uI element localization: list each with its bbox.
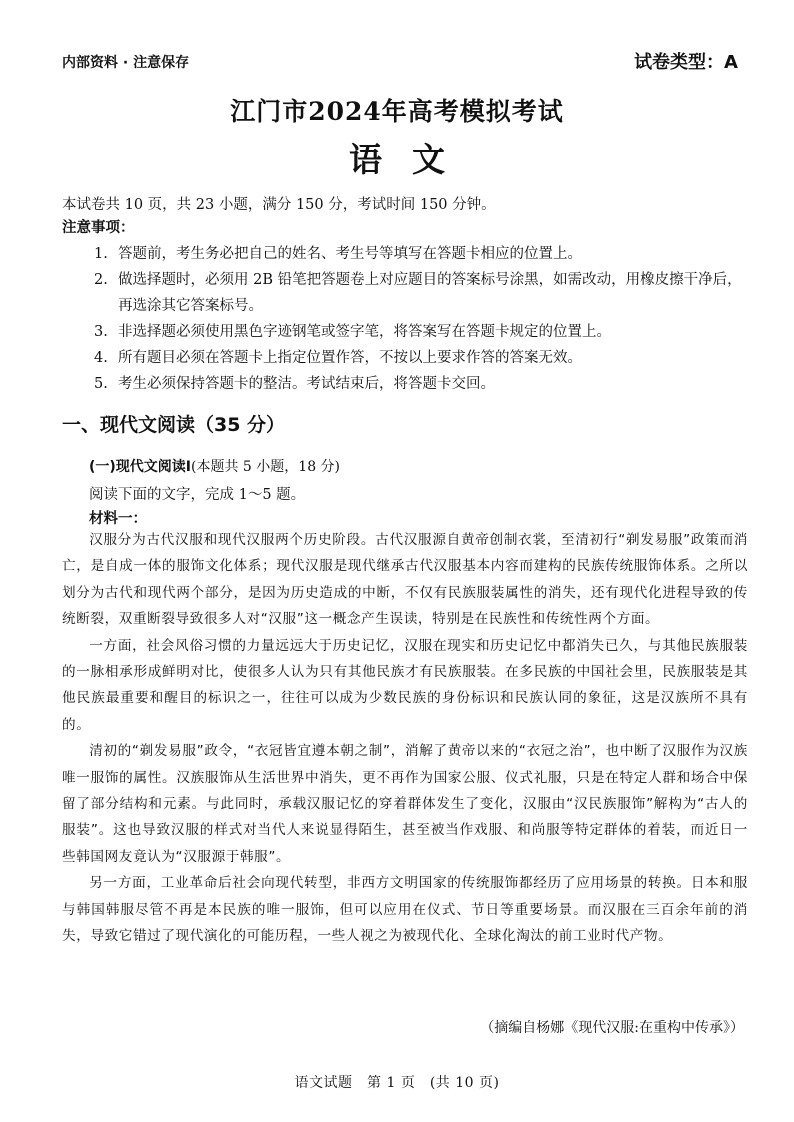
notice-number: 3. <box>94 324 108 340</box>
passage-paragraph: 另一方面，工业革命后社会向现代转型，非西方文明国家的传统服饰都经历了应用场景的转换。日本和服与韩国韩服尽管不再是本民族的唯一服饰，但可以应用在仪式、节日等重要场景。而汉服在三百余年前的消失，导致它错过了现代演化的可能历程，一些人视之为被现代化、全球化淘汰的前工业时代产物。 <box>62 875 748 945</box>
notice-list <box>94 241 754 397</box>
passage-paragraph: 一方面，社会风俗习惯的力量远远大于历史记忆，汉服在现实和历史记忆中都消失已久，与其他民族服装的一脉相承形成鲜明对比，使很多人认为只有其他民族才有民族服装。在多民族的中国社会里，民族服装是其他民族最重要和醒目的标识之一，往往可以成为少数民族的身份标识和民族认同的象征，这是汉族所不具有的。 <box>62 637 748 733</box>
notice-number: 2. <box>94 272 108 288</box>
notice-text: 所有题目必须在答题卡上指定位置作答，不按以上要求作答的答案无效。 <box>118 350 582 366</box>
page-footer: 语文试题 第 1 页 (共 10 页) <box>294 1075 500 1091</box>
notice-item <box>94 241 754 267</box>
sub-section-title <box>89 456 340 476</box>
sub-section-name: (一)现代文阅读Ⅰ <box>89 459 192 475</box>
exam-intro: 本试卷共 10 页，共 23 小题，满分 150 分，考试时间 150 分钟。 <box>62 197 496 213</box>
notice-text: 做选择题时，必须用 2B 铅笔把答题卷上对应题目的答案标号涂黑，如需改动，用橡皮擦干净后，再选涂其它答案标号。 <box>118 272 742 314</box>
passage-source: （摘编自杨娜《现代汉服:在重构中传承》） <box>480 1020 744 1036</box>
sub-section-score: (本题共 5 小题，18 分) <box>191 459 341 475</box>
notice-text: 考生必须保持答题卡的整洁。考试结束后，将答题卡交回。 <box>118 376 495 392</box>
notice-item <box>94 371 754 397</box>
reading-passage <box>62 527 748 950</box>
notice-number: 5. <box>94 376 108 392</box>
notice-text: 答题前，考生务必把自己的姓名、考生号等填写在答题卡相应的位置上。 <box>118 246 582 262</box>
notice-text: 非选择题必须使用黑色字迹钢笔或签字笔，将答案写在答题卡规定的位置上。 <box>118 324 611 340</box>
notice-item <box>94 267 754 319</box>
material-label: 材料一： <box>89 510 147 527</box>
notice-number: 1. <box>94 246 108 262</box>
paper-type: 试卷类型：A <box>634 52 738 73</box>
subject-title: 语文 <box>349 140 475 179</box>
passage-paragraph: 汉服分为古代汉服和现代汉服两个历史阶段。古代汉服源自黄帝创制衣裳，至清初行“剃发易服”政策而消亡，是自成一体的服饰文化体系；现代汉服是现代继承古代汉服基本内容而建构的民族传统服饰体系。之所以划分为古代和现代两个部分，是因为历史造成的中断，不仅有民族服装属性的消失，还有现代化进程导致的传统断裂，双重断裂导致很多人对“汉服”这一概念产生误读，特别是在民族性和传统性两个方面。 <box>62 532 748 628</box>
section-title: 一、现代文阅读（35 分） <box>62 414 286 436</box>
notice-item <box>94 319 754 345</box>
notice-number: 4. <box>94 350 108 366</box>
reading-instruction: 阅读下面的文字，完成 1～5 题。 <box>89 487 306 503</box>
confidential-note: 内部资料 · 注意保存 <box>62 55 190 71</box>
notice-heading: 注意事项： <box>62 220 135 236</box>
passage-paragraph: 清初的“剃发易服”政令，“衣冠皆宜遵本朝之制”，消解了黄帝以来的“衣冠之治”，也中断了汉服作为汉族唯一服饰的属性。汉族服饰从生活世界中消失，更不再作为国家公服、仪式礼服，只是在特定人群和场合中保留了部分结构和元素。与此同时，承载汉服记忆的穿着群体发生了变化，汉服由“汉民族服饰”解构为“古人的服装”。这也导致汉服的样式对当代人来说显得陌生，甚至被当作戏服、和尚服等特定群体的着装，而近日一些韩国网友竟认为“汉服源于韩服”。 <box>62 743 748 865</box>
exam-title: 江门市2024年高考模拟考试 <box>230 97 564 126</box>
notice-item <box>94 345 754 371</box>
